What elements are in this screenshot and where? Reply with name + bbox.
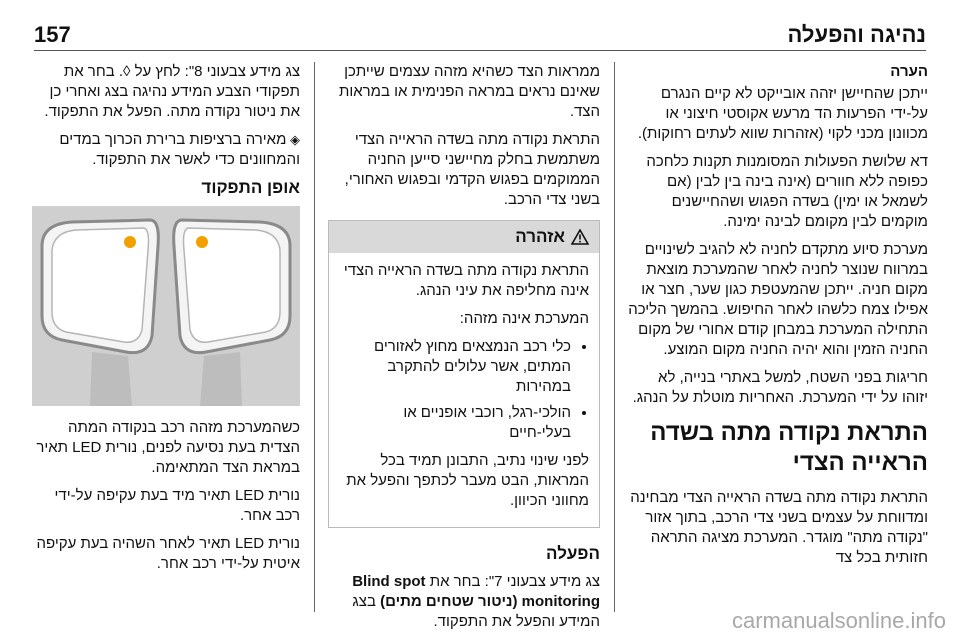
warning-box	[328, 220, 600, 528]
warning-outro: לפני שינוי נתיב, התבונן תמיד בכל המראות, הבט מעבר לכתפך והפעל את מחווני הכיוון.	[346, 452, 589, 509]
body-paragraph: נורית LED תאיר מיד בעת עקיפה על-ידי רכב אחר.	[54, 487, 300, 524]
warning-intro: התראת נקודה מתה בשדה הראייה הצדי אינה מחליפה את עיני הנהג.	[343, 262, 589, 299]
warning-triangle-icon	[571, 229, 589, 245]
warning-label: אזהרה	[515, 227, 565, 246]
body-paragraph: נורית LED תאיר לאחר השהיה בעת עקיפה איטית על-ידי רכב אחר.	[36, 535, 300, 572]
operation-text: צג מידע צבעוני 7": בחר את	[425, 573, 600, 590]
page-number: 157	[34, 22, 71, 47]
body-paragraph: כשהמערכת מזהה רכב בנקודה המתה הצדית בעת נסיעה לפנים, נורית LED תאיר במראת הצד המתאימה.	[36, 419, 300, 476]
warning-list	[339, 337, 589, 443]
subsection-title: אופן התפקוד	[201, 178, 300, 197]
operation-paragraph	[328, 572, 600, 632]
body-text: מאירה ברציפות ברירת הכרוך במדים והמחוונים כדי לאשר את התפקוד.	[59, 131, 300, 168]
running-title: נהיגה והפעלה	[787, 22, 926, 47]
list-item: • כלי רכב הנמצאים מחוץ לאזורים המתים, אשר עלולים להתקרב במהירות	[339, 337, 571, 397]
column-middle	[328, 62, 600, 640]
warning-subhead: המערכת אינה מזהה:	[459, 310, 589, 327]
header-rule	[34, 50, 926, 51]
led-indicator	[124, 236, 136, 248]
column-divider	[314, 62, 315, 612]
body-paragraph: צג מידע צבעוני 8": לחץ על ◊. בחר את תפקודי הצבע המידע נהיגה בצג ואחרי כן את ניטור נקודה מתה. הפעל את התפקוד.	[44, 63, 300, 120]
sensor-icon: ◈	[286, 132, 300, 147]
section-paragraph: התראת נקודה מתה בשדה הראייה הצדי מבחינה ומדווחת על עצמים בשני צדי הרכב, בתוך אזור "נקודה מתה" מוגדר. המערכת מציגה התראה חזותית בכל צד	[630, 489, 928, 566]
warning-body	[329, 253, 599, 527]
operation-function-name: Blind spot monitoring (ניטור שטחים מתים)	[352, 573, 600, 610]
column-divider	[614, 62, 615, 612]
section-title: התראת נקודה מתה בשדה הראייה הצדי	[650, 419, 928, 476]
mirror-illustration	[32, 206, 300, 406]
column-left	[32, 62, 300, 582]
side-mirrors-image	[32, 206, 300, 406]
note-paragraph: דא שלושת הפעולות המסומנות תקנות כלחכה כפופה ללא חוורים (אינה בינה בין לבין (אם לשמאל או ימין) בשדה הפגוש ושהחיישנים מוקמים לבין מקומם לבינה ימינה.	[646, 153, 928, 230]
list-item: • הולכי-רגל, רוכבי אופניים או בעלי-חיים	[339, 403, 571, 443]
note-label: הערה	[890, 63, 928, 80]
body-paragraph: ממראות הצד כשהיא מזהה עצמים שייתכן שאינם נראים במראה הפנימית או במראות הצד.	[338, 63, 600, 120]
body-paragraph: התראת נקודה מתה בשדה הראייה הצדי משתמשת בחלק מחיישני סייען החניה הממוקמים בפגוש הקדמי ובפגוש האחורי, בשני צדי הרכב.	[344, 131, 600, 208]
led-indicator	[196, 236, 208, 248]
operation-title: הפעלה	[546, 544, 600, 563]
note-paragraph: מערכת סיוע מתקדם לחניה לא להגיב לשינויים במרווח שנוצר לחניה לאחר שהמערכת מוצאת מקום חניה. ייתכן שהמעטפת כגון שער, חצר או אפילו צמח כלשהו לאחר החיפוש. בהמשך הליכה התחילה המערכת במבחן קודם אחורי של מקום החניה הזמין והוא יהיה החניה מקום המוצע.	[628, 241, 928, 358]
body-paragraph	[32, 130, 300, 170]
note-paragraph: ייתכן שהחיישן יזהה אובייקט לא קיים הנגרם על-ידי הפרעות הד מרעש אקוסטי חיצוני או מכוונון מכני לקוי (אזהרות שווא לעתים רחוקות).	[637, 85, 928, 142]
column-right	[628, 62, 928, 576]
watermark: carmanualsonline.info	[731, 608, 946, 633]
warning-header	[329, 221, 599, 253]
note-paragraph: חריגות בפני השטח, למשל באתרי בנייה, לא יזוהו על ידי המערכת. האחריות מוטלת על הנהג.	[632, 369, 928, 406]
operation-text: בצג המידע והפעל את התפקוד.	[352, 593, 600, 630]
